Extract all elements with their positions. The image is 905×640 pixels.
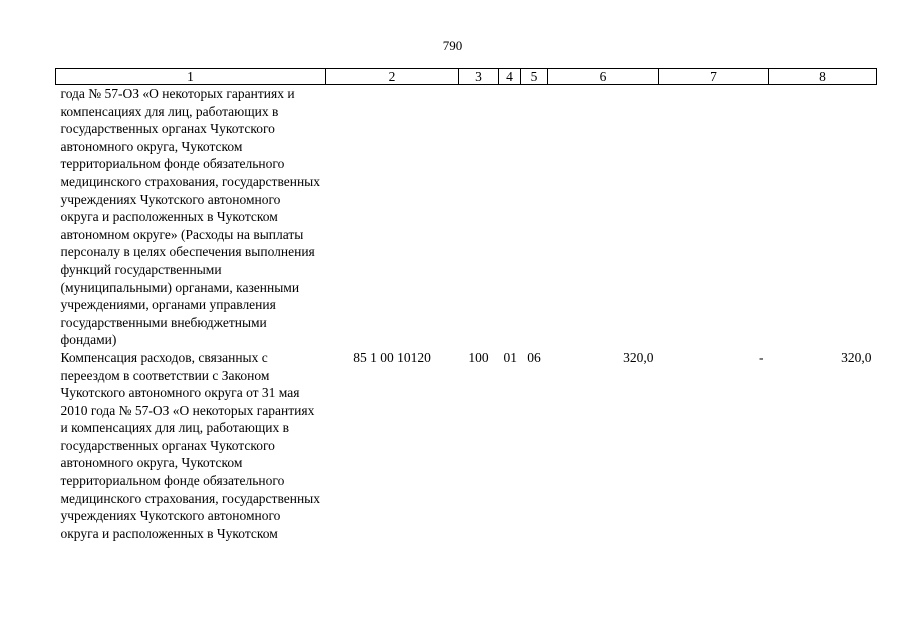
row-amount-3: 320,0 [841, 349, 872, 365]
column-header-3: 3 [459, 69, 499, 85]
row-amount-2: - [759, 349, 764, 365]
row-description: Компенсация расходов, связанных с переездом в соответствии с Законом Чукотского автономного округа от 31 мая 2010 года № 57-ОЗ «О некоторых гарантиях и компенсациях для лиц, работающих в государственных органах Чукотского автономного округа, Чукотском территориальном фонде обязательного медицинского страхования, государственных учреждениях Чукотского автономного округа и расположенных в Чукотском [60, 349, 321, 541]
column-header-4: 4 [499, 69, 521, 85]
table-row [56, 349, 877, 543]
row-section: 01 [503, 349, 517, 365]
column-header-5: 5 [521, 69, 548, 85]
row-subsection: 06 [527, 349, 541, 365]
row-amount-2 [659, 85, 769, 349]
column-header-6: 6 [548, 69, 659, 85]
column-header-8: 8 [769, 69, 877, 85]
row-amount-1: 320,0 [623, 349, 654, 365]
row-amount-3 [769, 85, 877, 349]
column-header-7: 7 [659, 69, 769, 85]
header-row [56, 69, 877, 85]
row-section [499, 85, 521, 349]
row-description: года № 57-ОЗ «О некоторых гарантиях и компенсациях для лиц, работающих в государственных органах Чукотского автономного округа, Чукотском территориальном фонде обязательного медицинского страхования, государственных учреждениях Чукотского автономного округа и расположенных в Чукотском автономном округе» (Расходы на выплаты персоналу в целях обеспечения выполнения функций государственными (муниципальными) органами, казенными учреждениями, органами управления государственными внебюджетными фондами) [60, 86, 321, 348]
page-number: 790 [442, 38, 463, 53]
row-type [459, 85, 499, 349]
table-row [56, 85, 877, 349]
row-type: 100 [468, 349, 489, 365]
row-amount-1 [548, 85, 659, 349]
row-code [326, 85, 459, 349]
column-header-1: 1 [56, 69, 326, 85]
row-code: 85 1 00 10120 [353, 349, 431, 365]
budget-table [55, 68, 877, 542]
column-header-2: 2 [326, 69, 459, 85]
row-subsection [521, 85, 548, 349]
